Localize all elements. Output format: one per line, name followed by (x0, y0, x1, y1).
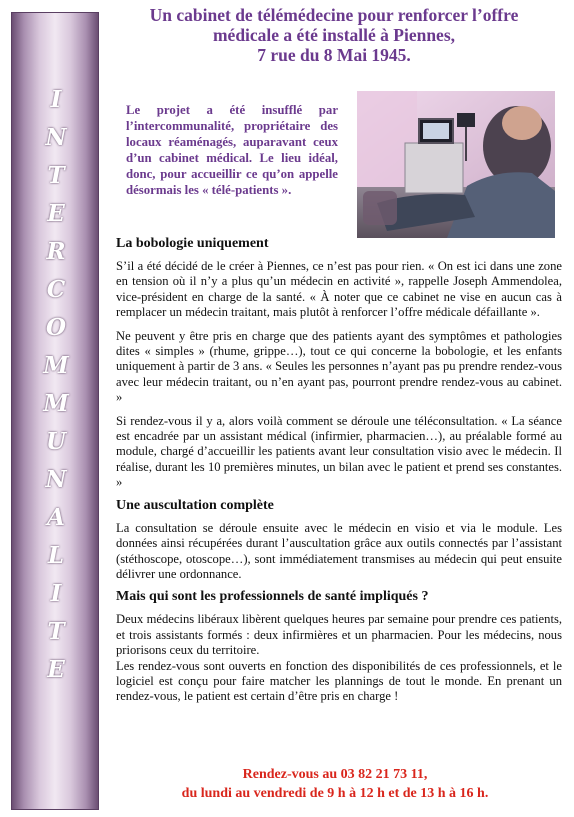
vertical-letter: E (47, 200, 65, 227)
vertical-letter: L (47, 542, 65, 569)
vertical-letter: R (46, 238, 66, 265)
vertical-letter: T (47, 618, 65, 645)
contact-info (110, 765, 560, 803)
paragraph: S’il a été décidé de le créer à Piennes, ce n’est pas pour rien. « On est ici dans une zone en tension où il n’y a plus qu’un médecin en activité », rappelle Joseph Ammendolea, vice-président en charge de la santé. « À noter que ce cabinet ne vise en aucun cas à remplacer un médecin traitant, mais plutôt à renforcer l’offre médicale défaillante ». (116, 259, 562, 320)
title-line: 7 rue du 8 Mai 1945. (257, 45, 411, 65)
contact-phone: Rendez-vous au 03 82 21 73 11, (242, 767, 428, 782)
paragraph: Si rendez-vous il y a, alors voilà comment se déroule une téléconsultation. « La séance est encadrée par un assistant médical (infirmier, pharmacien…), au préalable formé au module, chargé d’accueillir les patients avant leur consultation visio avec le médecin. Il réalise, durant les 10 premières minutes, un bilan avec le patient et prend ses constantes. » (116, 413, 562, 490)
page-title (110, 5, 558, 65)
contact-hours: du lundi au vendredi de 9 h à 12 h et de 13 h à 16 h. (181, 786, 489, 801)
vertical-letter: I (50, 580, 62, 607)
sidebar-banner (11, 12, 99, 810)
vertical-letter: A (47, 504, 65, 531)
paragraph: Deux médecins libéraux libèrent quelques heures par semaine pour prendre ces patients, et trois assistants formés : deux infirmières et un pharmacien. Pour les médecins, nous priorisons ceux du territoire. (116, 612, 562, 658)
vertical-letter: I (50, 86, 62, 113)
consultation-photo (357, 91, 555, 238)
paragraph: Ne peuvent y être pris en charge que des patients ayant des symptômes et pathologies dites « simples » (rhume, grippe…), tout ce qui concerne la bobologie, et les enfants uniquement à partir de 3 ans. « Seules les personnes n’ayant pas pu prendre rendez-vous avec leur médecin traitant, ou n’en ayant pas, pourront prendre rendez-vous au cabinet. » (116, 328, 562, 405)
paragraph: La consultation se déroule ensuite avec le médecin en visio et via le module. Les données ainsi récupérées durant l’auscultation grâce aux outils connectés par l’assistant (stéthoscope, otoscope…), sont immédiatement transmises au médecin qui peut ensuite délivrer une ordonnance. (116, 520, 562, 581)
vertical-letter: U (45, 428, 67, 455)
intro-paragraph: Le projet a été insufflé par l’intercommunalité, propriétaire des locaux réaménagés, auparavant ceux d’un cabinet médical. Le lieu idéal, donc, pour accueillir ce qu’on appelle désormais les « télé-patients ». (126, 103, 338, 197)
vertical-letter: M (43, 352, 69, 379)
article-body (116, 232, 562, 705)
vertical-letter: N (45, 466, 67, 493)
section-heading: Mais qui sont les professionnels de santé impliqués ? (116, 589, 429, 605)
vertical-letter: N (45, 124, 67, 151)
title-line: médicale a été installé à Piennes, (212, 25, 456, 45)
paragraph: Les rendez-vous sont ouverts en fonction des disponibilités de ces professionnels, et le logiciel est conçu pour faire matcher les plannings de tout le monde. En prenant un rendez-vous, le patient est certain d’être pris en charge ! (116, 658, 562, 704)
vertical-letter: O (45, 314, 67, 341)
vertical-title (12, 81, 100, 689)
title-line: Un cabinet de télémédecine pour renforcer l’offre (149, 5, 519, 25)
section-heading: La bobologie uniquement (116, 236, 269, 251)
section-heading: Une auscultation complète (116, 497, 274, 513)
vertical-letter: M (43, 390, 69, 417)
vertical-letter: T (47, 162, 65, 189)
vertical-letter: C (46, 276, 66, 303)
vertical-letter: E (47, 656, 65, 683)
